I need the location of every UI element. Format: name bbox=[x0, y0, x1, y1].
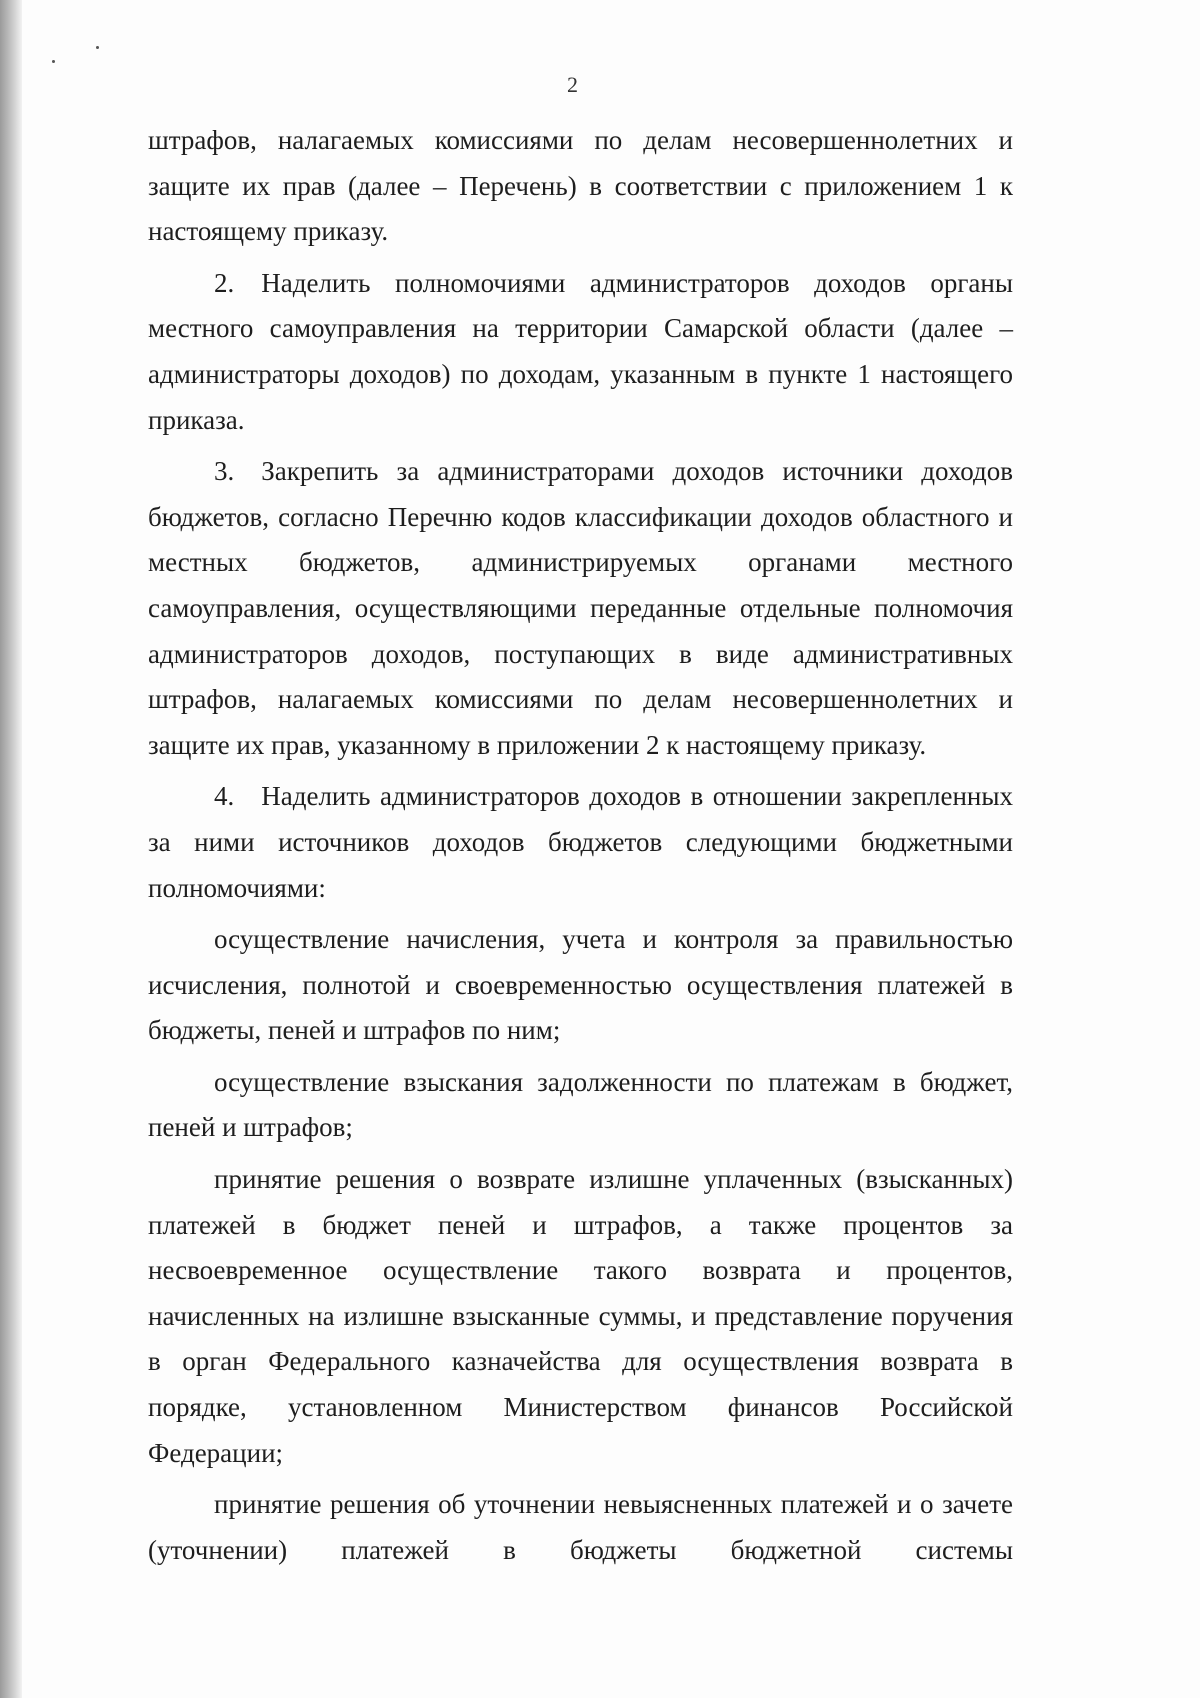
paragraph-power-clarification: принятие решения об уточнении невыясненных платежей и о зачете (уточнении) платежей в бюджеты бюджетной системы bbox=[148, 1489, 1013, 1565]
scan-shadow-edge bbox=[0, 0, 22, 1698]
scan-speck bbox=[96, 46, 99, 49]
paragraph-item-2: 2. Наделить полномочиями администраторов доходов органы местного самоуправления на территории Самарской области (далее – администраторы доходов) по доходам, указанным в пункте 1 настоящего приказа. bbox=[148, 267, 1013, 435]
paragraph-power-accrual: осуществление начисления, учета и контроля за правильностью исчисления, полнотой и своевременностью осуществления платежей в бюджеты, пеней и штрафов по ним; bbox=[148, 924, 1013, 1046]
paragraph-item-4: 4. Наделить администраторов доходов в отношении закрепленных за ними источников доходов бюджетов следующими бюджетными полномочиями: bbox=[148, 781, 1013, 903]
scan-speck bbox=[52, 60, 55, 63]
paragraph-power-collection: осуществление взыскания задолженности по платежам в бюджет, пеней и штрафов; bbox=[148, 1066, 1013, 1143]
paragraph-power-refund: принятие решения о возврате излишне уплаченных (взысканных) платежей в бюджет пеней и штрафов, а также процентов за несвоевременное осуществление такого возврата и процентов, начисленных на излишне взысканные суммы, и представление поручения в орган Федерального казначейства для осуществления возврата в порядке, установленном Министерством финансов Российской Федерации; bbox=[148, 1164, 1013, 1468]
page-number: 2 bbox=[567, 72, 578, 97]
document-body bbox=[148, 118, 1013, 1573]
paragraph-item-3: 3. Закрепить за администраторами доходов источники доходов бюджетов, согласно Перечню кодов классификации доходов областного и местных бюджетов, администрируемых органами местного самоуправления, осуществляющими переданные отдельные полномочия администраторов доходов, поступающих в виде административных штрафов, налагаемых комиссиями по делам несовершеннолетних и защите их прав, указанному в приложении 2 к настоящему приказу. bbox=[148, 456, 1013, 760]
paragraph-continuation: штрафов, налагаемых комиссиями по делам несовершеннолетних и защите их прав (далее – Перечень) в соответствии с приложением 1 к настоящему приказу. bbox=[148, 125, 1013, 247]
